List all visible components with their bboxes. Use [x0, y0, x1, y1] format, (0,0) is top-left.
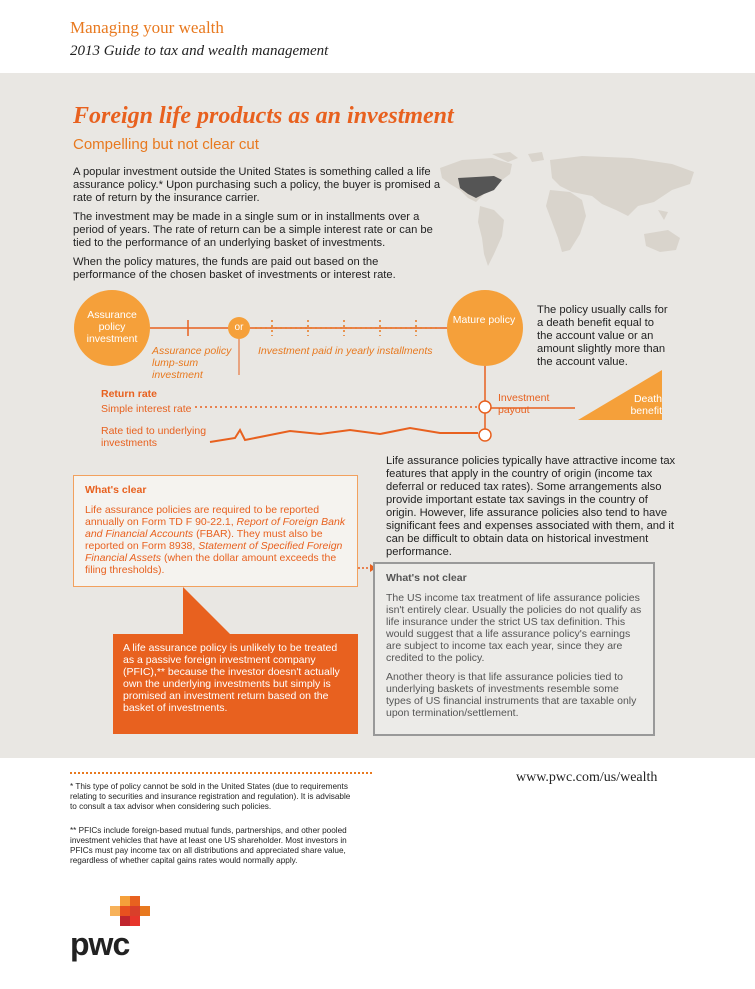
return-rate-heading: Return rate — [101, 388, 158, 400]
whats-not-clear-box — [373, 562, 655, 736]
whats-clear-text: Life assurance policies are required to be reported annually on Form TD F 90-22.1, Report of Foreign Bank and Financial Accounts (FBAR). They must also be reported on Form 8938, Statement of Specified Foreign Financial Assets (when the dollar amount exceeds the filing thresholds). — [85, 504, 346, 576]
footnote-2: ** PFICs include foreign-based mutual funds, partnerships, and other pooled investment vehicles that have at least one US shareholder. Most investors in PFICs must pay income tax on all distributions and appreciated share value, regardless of whether capital gains rates would normally apply. — [70, 826, 347, 865]
tax-features-paragraph: Life assurance policies typically have attractive income tax features that apply in the country of origin (income tax deferral or reduced tax rates). Some arrangements also provide important estate tax savings in the country of origin. However, life assurance policies also tend to have significant fees and expenses associated with them, and it can be difficult to obtain data on historical investment performance. — [386, 455, 676, 558]
header-brand: Managing your wealth — [70, 18, 224, 37]
page-subtitle: Compelling but not clear cut — [73, 136, 259, 153]
pwc-logo-mark — [100, 896, 152, 926]
footnote-divider — [70, 772, 372, 774]
mature-policy-label: Mature policy — [452, 314, 516, 326]
lump-sum-label: Assurance policy lump-sum investment — [152, 345, 232, 381]
pwc-logo: pwc — [70, 926, 130, 962]
or-label: or — [234, 322, 244, 333]
footnote-1: * This type of policy cannot be sold in the United States (due to requirements relating to securities and insurance registration and regulation). It is advisable to consult a tax advisor when considering such policies. — [70, 782, 351, 811]
pfic-callout: A life assurance policy is unlikely to be treated as a passive foreign investment company (PFIC),** because the investor doesn't actually own the underlying investments but simply is promised an investment return based on the basket of investments. — [113, 634, 358, 734]
assurance-policy-label: Assurance policy investment — [86, 309, 138, 345]
death-benefit-note: The policy usually calls for a death benefit equal to the account value or an amount slightly more than the account value. — [537, 304, 668, 368]
whats-clear-title: What's clear — [85, 484, 147, 496]
yearly-installments-label: Investment paid in yearly installments — [258, 345, 433, 357]
whats-not-clear-paragraph-1: The US income tax treatment of life assurance policies isn't entirely clear. Usually the policies do not qualify as life insurance under the strict US tax definition. This would suggest that a life assurance policy's earnings are subject to income tax each year, since they are credited to the policy. — [386, 592, 642, 664]
page-title: Foreign life products as an investment — [73, 103, 454, 129]
callout-pointer-icon — [178, 587, 238, 637]
header-subtitle: 2013 Guide to tax and wealth management — [70, 43, 329, 59]
website-link[interactable]: www.pwc.com/us/wealth — [516, 770, 658, 785]
whats-not-clear-title: What's not clear — [386, 572, 467, 584]
whats-clear-box — [73, 475, 358, 587]
world-map-icon — [432, 150, 702, 290]
tied-rate-label: Rate tied to underlying investments — [101, 425, 207, 449]
intro-paragraph-2: The investment may be made in a single sum or in installments over a period of years. The rate of return can be a simple interest rate or can be tied to the performance of an underlying basket of investments. — [73, 211, 433, 249]
payout-label: Investment payout — [498, 392, 550, 416]
intro-paragraph-1: A popular investment outside the United States is something called a life assurance policy.* Upon purchasing such a policy, the buyer is promised a rate of return by the insurance carrier. — [73, 166, 441, 204]
simple-rate-label: Simple interest rate — [101, 403, 192, 415]
intro-paragraph-3: When the policy matures, the funds are paid out based on the performance of the chosen basket of investments or interest rate. — [73, 256, 396, 281]
whats-not-clear-paragraph-2: Another theory is that life assurance policies tied to underlying baskets of investments resemble some types of US financial instruments that are taxable only upon termination/settlement. — [386, 671, 637, 719]
death-benefit-label: Death benefit — [630, 393, 662, 417]
